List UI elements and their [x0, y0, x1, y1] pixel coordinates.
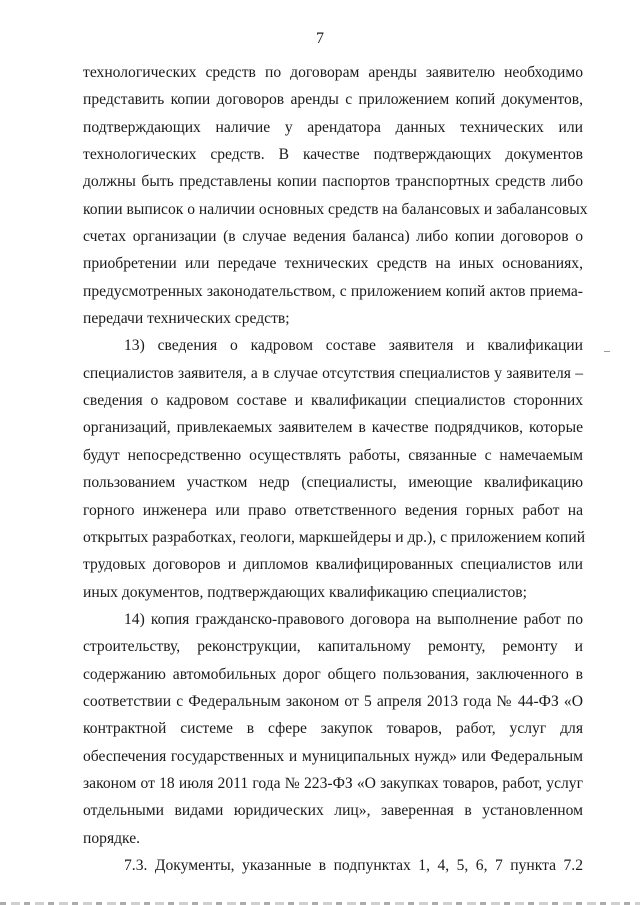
- text-line: порядке.: [83, 829, 141, 847]
- page-number: 7: [316, 30, 324, 47]
- document-body: [83, 59, 588, 879]
- text-line: иных документов, подтверждающих квалификацию специалистов;: [83, 583, 527, 601]
- text-line: представить копии договоров аренды с приложением копий документов,: [83, 91, 583, 109]
- text-line: горного инженера или право ответственного ведения горных работ на: [83, 501, 583, 519]
- text-line: передачи технических средств;: [83, 310, 290, 328]
- text-line: контрактной системе в сфере закупок товаров, работ, услуг для: [83, 720, 583, 738]
- text-line: будут непосредственно осуществлять работы, связанные с намечаемым: [83, 446, 583, 464]
- text-line: технологических средств по договорам аренды заявителю необходимо: [83, 64, 583, 81]
- text-line: пользованием участком недр (специалисты, имеющие квалификацию: [83, 474, 583, 492]
- text-line: строительству, реконструкции, капитальному ремонту, ремонту и: [83, 638, 583, 656]
- text-line: обеспечения государственных и муниципальных нужд» или Федеральным: [83, 747, 583, 765]
- margin-dash-mark: –: [604, 343, 610, 357]
- text-line: содержанию автомобильных дорог общего пользования, заключенного в: [83, 665, 583, 683]
- text-line: трудовых договоров и дипломов квалифицированных специалистов или: [83, 556, 583, 574]
- text-line: организаций, привлекаемых заявителем в качестве подрядчиков, которые: [83, 419, 583, 437]
- text-line: открытых разработках, геологи, маркшейдеры и др.), с приложением копий: [83, 528, 586, 546]
- text-line: подтверждающих наличие у арендатора данных технических или: [83, 118, 583, 136]
- text-line: приобретении или передаче технических средств на иных основаниях,: [83, 255, 583, 273]
- text-line: должны быть представлены копии паспортов транспортных средств либо: [83, 173, 583, 191]
- text-line: 14) копия гражданско-правового договора на выполнение работ по: [124, 610, 583, 628]
- text-line: законом от 18 июля 2011 года № 223-ФЗ «О закупках товаров, работ, услуг: [83, 774, 583, 792]
- text-line: предусмотренных законодательством, с приложением копий актов приема-: [83, 282, 583, 300]
- text-line: 13) сведения о кадровом составе заявителя и квалификации: [124, 337, 583, 355]
- text-line: сведения о кадровом составе и квалификации специалистов сторонних: [83, 392, 583, 410]
- text-line: специалистов заявителя, а в случае отсутствия специалистов у заявителя –: [83, 364, 583, 382]
- text-line: счетах организации (в случае ведения баланса) либо копии договоров о: [83, 228, 583, 246]
- text-line: соответствии с Федеральным законом от 5 апреля 2013 года № 44-ФЗ «О: [83, 692, 583, 710]
- text-line: копии выписок о наличии основных средств на балансовых и забалансовых: [83, 200, 588, 218]
- text-line: отдельными видами юридических лиц», заверенная в установленном: [83, 802, 583, 820]
- text-line: технологических средств. В качестве подтверждающих документов: [83, 146, 583, 164]
- text-line: 7.3. Документы, указанные в подпунктах 1, 4, 5, 6, 7 пункта 7.2: [124, 856, 583, 874]
